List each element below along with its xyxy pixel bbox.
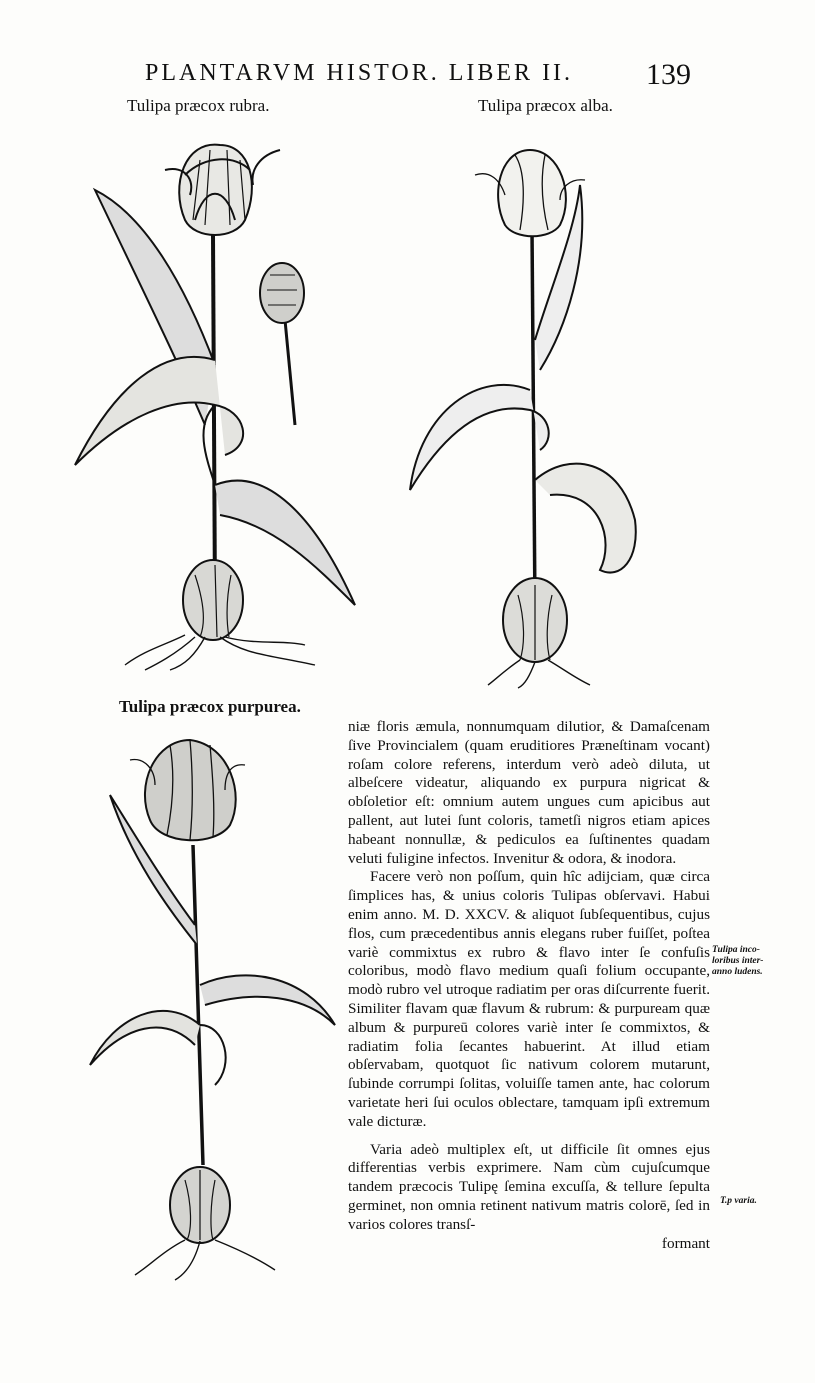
margin-note-varia: T.p varia. bbox=[720, 1196, 757, 1206]
catchword: formant bbox=[661, 1234, 710, 1252]
figure-caption-alba: Tulipa præcox alba. bbox=[478, 96, 613, 115]
paragraph-3: Varia adeò multiplex eſt, ut difficile ſit omnes ejus differentias verbis exprimere. Nam cùm cujuſcumque tandem præcocis Tulipę ſemina excuſſa, & tellure ſepulta germinet, non omnia retinent nativum matris colorē, ſed in varios colores transſ- bbox=[348, 1140, 710, 1233]
tulip-alba-woodcut bbox=[400, 140, 660, 695]
main-text-column bbox=[348, 718, 710, 1253]
margin-note-variegated: Tulipa inco-loribus inter-anno ludens. bbox=[712, 945, 764, 977]
figure-caption-purpurea: Tulipa præcox purpurea. bbox=[119, 697, 301, 716]
tulip-rubra-woodcut bbox=[55, 125, 365, 680]
figure-caption-rubra: Tulipa præcox rubra. bbox=[127, 96, 270, 115]
running-head: PLANTARVM HISTOR. LIBER II. bbox=[145, 60, 574, 86]
tulip-purpurea-woodcut bbox=[75, 725, 350, 1290]
paragraph-1: niæ floris æmula, nonnumquam dilutior, & Damaſcenam ſive Provincialem (quam eruditiores Præneſtinam vocant) roſam colore referens, interdum verò adeò diluta, ut albeſcere videatur, aliquando ex purpura nigricat & obſoletior eſt: omnium autem ungues cum apicibus aut pallent, aut lutei ſunt coloris, tametſi nigros etiam apices habeant nonnullæ, & pediculos ea ſuſtinentes quadam veluti fuligine infectos. Invenitur & odora, & inodora. bbox=[348, 718, 710, 867]
paragraph-2: Facere verò non poſſum, quin hîc adijciam, quæ circa ſimplices has, & unius coloris Tulipas obſervavi. Habui enim anno. M. D. XXCV. & aliquot ſubſequentibus, cujus flos, cum præcedentibus annis elegans ruber fuiſſet, poſtea variè commixtus ex rubro & flavo inter ſe confuſis coloribus, modò flavo medium quaſi folium occupante, modò rubro vel utroque radiatim per oras diſcurrente fuerit. Similiter flavam quæ flavum & rubrum: & purpuream quæ album & purpureū colores variè inter ſe commixtos, & radiatim folia ſecantes habuerint. At illud etiam obſervabam, quotquot ſic nativum colorem mutarunt, ſubinde corrumpi ſolitas, voluiſſe tamen ante, hac colorum varietate heri ſui oculos oblectare, tamquam ipſi extremum vale dicturæ. bbox=[348, 868, 710, 1130]
page-number: 139 bbox=[646, 58, 691, 91]
